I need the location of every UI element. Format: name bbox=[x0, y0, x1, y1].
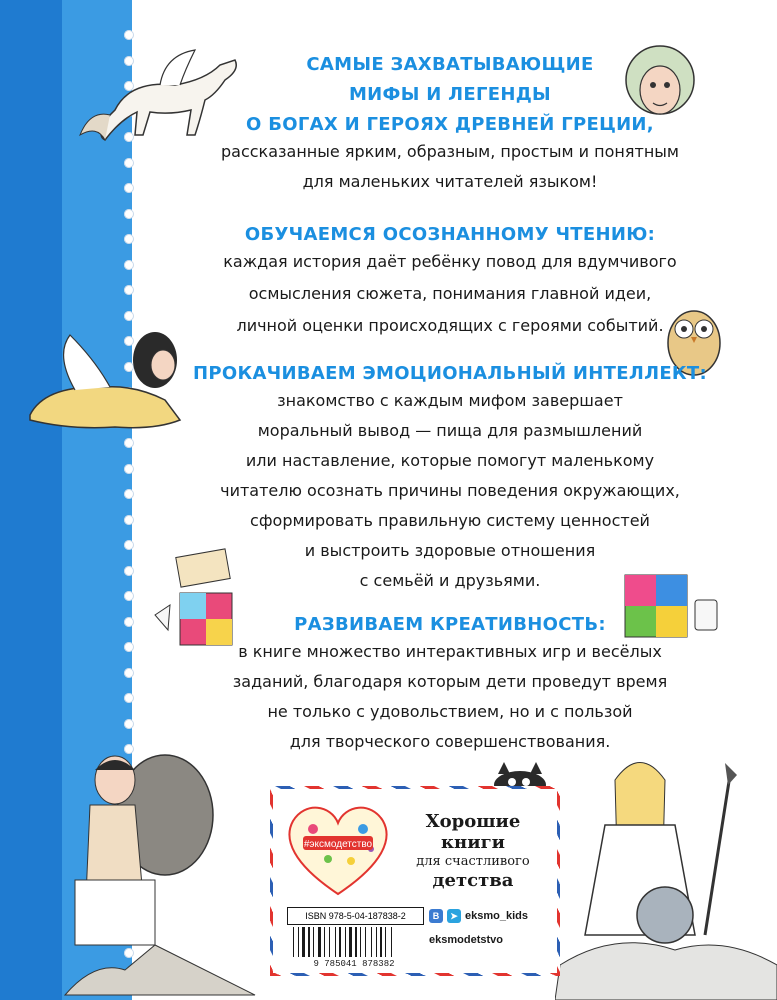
binder-hole bbox=[124, 591, 134, 601]
binder-hole bbox=[124, 209, 134, 219]
social-links bbox=[429, 907, 557, 949]
reading-section bbox=[150, 223, 750, 339]
barcode-bar bbox=[313, 927, 314, 957]
binder-hole bbox=[124, 489, 134, 499]
barcode-bar bbox=[339, 927, 341, 957]
heart-logo-icon bbox=[283, 799, 393, 899]
binder-hole bbox=[124, 183, 134, 193]
social-handle-kids: eksmo_kids bbox=[465, 910, 528, 922]
barcode-bar bbox=[302, 927, 305, 957]
slogan-line-3: для счастливого bbox=[416, 854, 530, 869]
binder-hole bbox=[124, 642, 134, 652]
emotional-line-6: и выстроить здоровые отношения bbox=[304, 541, 596, 560]
barcode-bar bbox=[376, 927, 377, 957]
barcode-bar bbox=[365, 927, 366, 957]
social-row-vk[interactable] bbox=[429, 907, 557, 925]
binder-hole bbox=[124, 540, 134, 550]
barcode-bar bbox=[385, 927, 386, 957]
binder-hole bbox=[124, 234, 134, 244]
binder-hole bbox=[124, 438, 134, 448]
reading-line-1: каждая история даёт ребёнку повод для вдумчивого bbox=[223, 252, 677, 271]
creativity-heading: РАЗВИВАЕМ КРЕАТИВНОСТЬ: bbox=[294, 614, 606, 635]
creativity-line-4: для творческого совершенствования. bbox=[289, 732, 611, 751]
heart-logo-label: #эксмодетство bbox=[303, 839, 373, 850]
slogan-line-1: Хорошие bbox=[425, 811, 521, 832]
emotional-line-1: знакомство с каждым мифом завершает bbox=[277, 391, 623, 410]
binder-hole bbox=[124, 30, 134, 40]
intro-section bbox=[150, 53, 750, 195]
reading-line-2: осмысления сюжета, понимания главной идеи, bbox=[248, 284, 652, 303]
vk-icon: В bbox=[429, 909, 443, 923]
emotional-line-3: или наставление, которые помогут маленькому bbox=[245, 451, 655, 470]
creativity-line-2: заданий, благодаря которым дети проведут время bbox=[232, 672, 668, 691]
barcode-bar bbox=[355, 927, 357, 957]
binder-hole bbox=[124, 617, 134, 627]
binder-hole bbox=[124, 566, 134, 576]
barcode-digits: 9 785041 878382 bbox=[313, 959, 395, 967]
maiden-with-shield-illustration bbox=[555, 745, 777, 1000]
barcode-bar bbox=[335, 927, 336, 957]
barcode-bar bbox=[298, 927, 299, 957]
intro-heading-3: О БОГАХ И ГЕРОЯХ ДРЕВНЕЙ ГРЕЦИИ, bbox=[246, 114, 654, 135]
slogan-line-2: книги bbox=[441, 832, 505, 853]
publisher-stamp bbox=[270, 786, 560, 976]
reading-heading: ОБУЧАЕМСЯ ОСОЗНАННОМУ ЧТЕНИЮ: bbox=[244, 224, 656, 245]
emotional-line-7: с семьёй и друзьями. bbox=[359, 571, 541, 590]
barcode-bar bbox=[293, 927, 294, 957]
emotional-line-2: моральный вывод — пища для размышлений bbox=[257, 421, 643, 440]
emotional-section bbox=[150, 362, 750, 594]
binder-hole bbox=[124, 158, 134, 168]
slogan bbox=[403, 811, 543, 891]
barcode-bar bbox=[380, 927, 382, 957]
creativity-line-1: в книге множество интерактивных игр и весёлых bbox=[238, 642, 662, 661]
binder-hole bbox=[124, 668, 134, 678]
barcode-bar bbox=[391, 927, 392, 957]
binder-hole bbox=[124, 285, 134, 295]
barcode-bar bbox=[360, 927, 361, 957]
barcode-bar bbox=[345, 927, 346, 957]
barcode bbox=[287, 927, 422, 967]
binder-hole bbox=[124, 464, 134, 474]
barcode-bar bbox=[318, 927, 321, 957]
slogan-line-4: детства bbox=[432, 870, 514, 891]
emotional-line-4: читателю осознать причины поведения окружающих, bbox=[220, 481, 680, 500]
barcode-bar bbox=[349, 927, 352, 957]
binder-hole bbox=[124, 693, 134, 703]
isbn-label: ISBN 978-5-04-187838-2 bbox=[287, 907, 424, 925]
telegram-icon: ➤ bbox=[447, 909, 461, 923]
reading-line-3: личной оценки происходящих с героями событий. bbox=[236, 316, 664, 335]
intro-heading-2: МИФЫ И ЛЕГЕНДЫ bbox=[348, 84, 552, 105]
emotional-heading: ПРОКАЧИВАЕМ ЭМОЦИОНАЛЬНЫЙ ИНТЕЛЛЕКТ: bbox=[192, 363, 708, 384]
binder-hole bbox=[124, 719, 134, 729]
creativity-section bbox=[150, 613, 750, 755]
barcode-bar bbox=[324, 927, 325, 957]
binder-hole bbox=[124, 260, 134, 270]
barcode-bar bbox=[329, 927, 330, 957]
barcode-bar bbox=[371, 927, 372, 957]
intro-heading-1: САМЫЕ ЗАХВАТЫВАЮЩИЕ bbox=[306, 54, 594, 75]
intro-line-1: рассказанные ярким, образным, простым и понятным bbox=[221, 142, 679, 161]
binder-hole bbox=[124, 515, 134, 525]
emotional-line-5: сформировать правильную систему ценностей bbox=[250, 511, 650, 530]
intro-line-2: для маленьких читателей языком! bbox=[302, 172, 598, 191]
social-handle-site: eksmodetstvo bbox=[429, 934, 503, 946]
barcode-bar bbox=[308, 927, 310, 957]
social-row-site[interactable] bbox=[429, 931, 557, 949]
creativity-line-3: не только с удовольствием, но и с пользой bbox=[267, 702, 633, 721]
hero-with-rock-illustration bbox=[5, 740, 260, 1000]
